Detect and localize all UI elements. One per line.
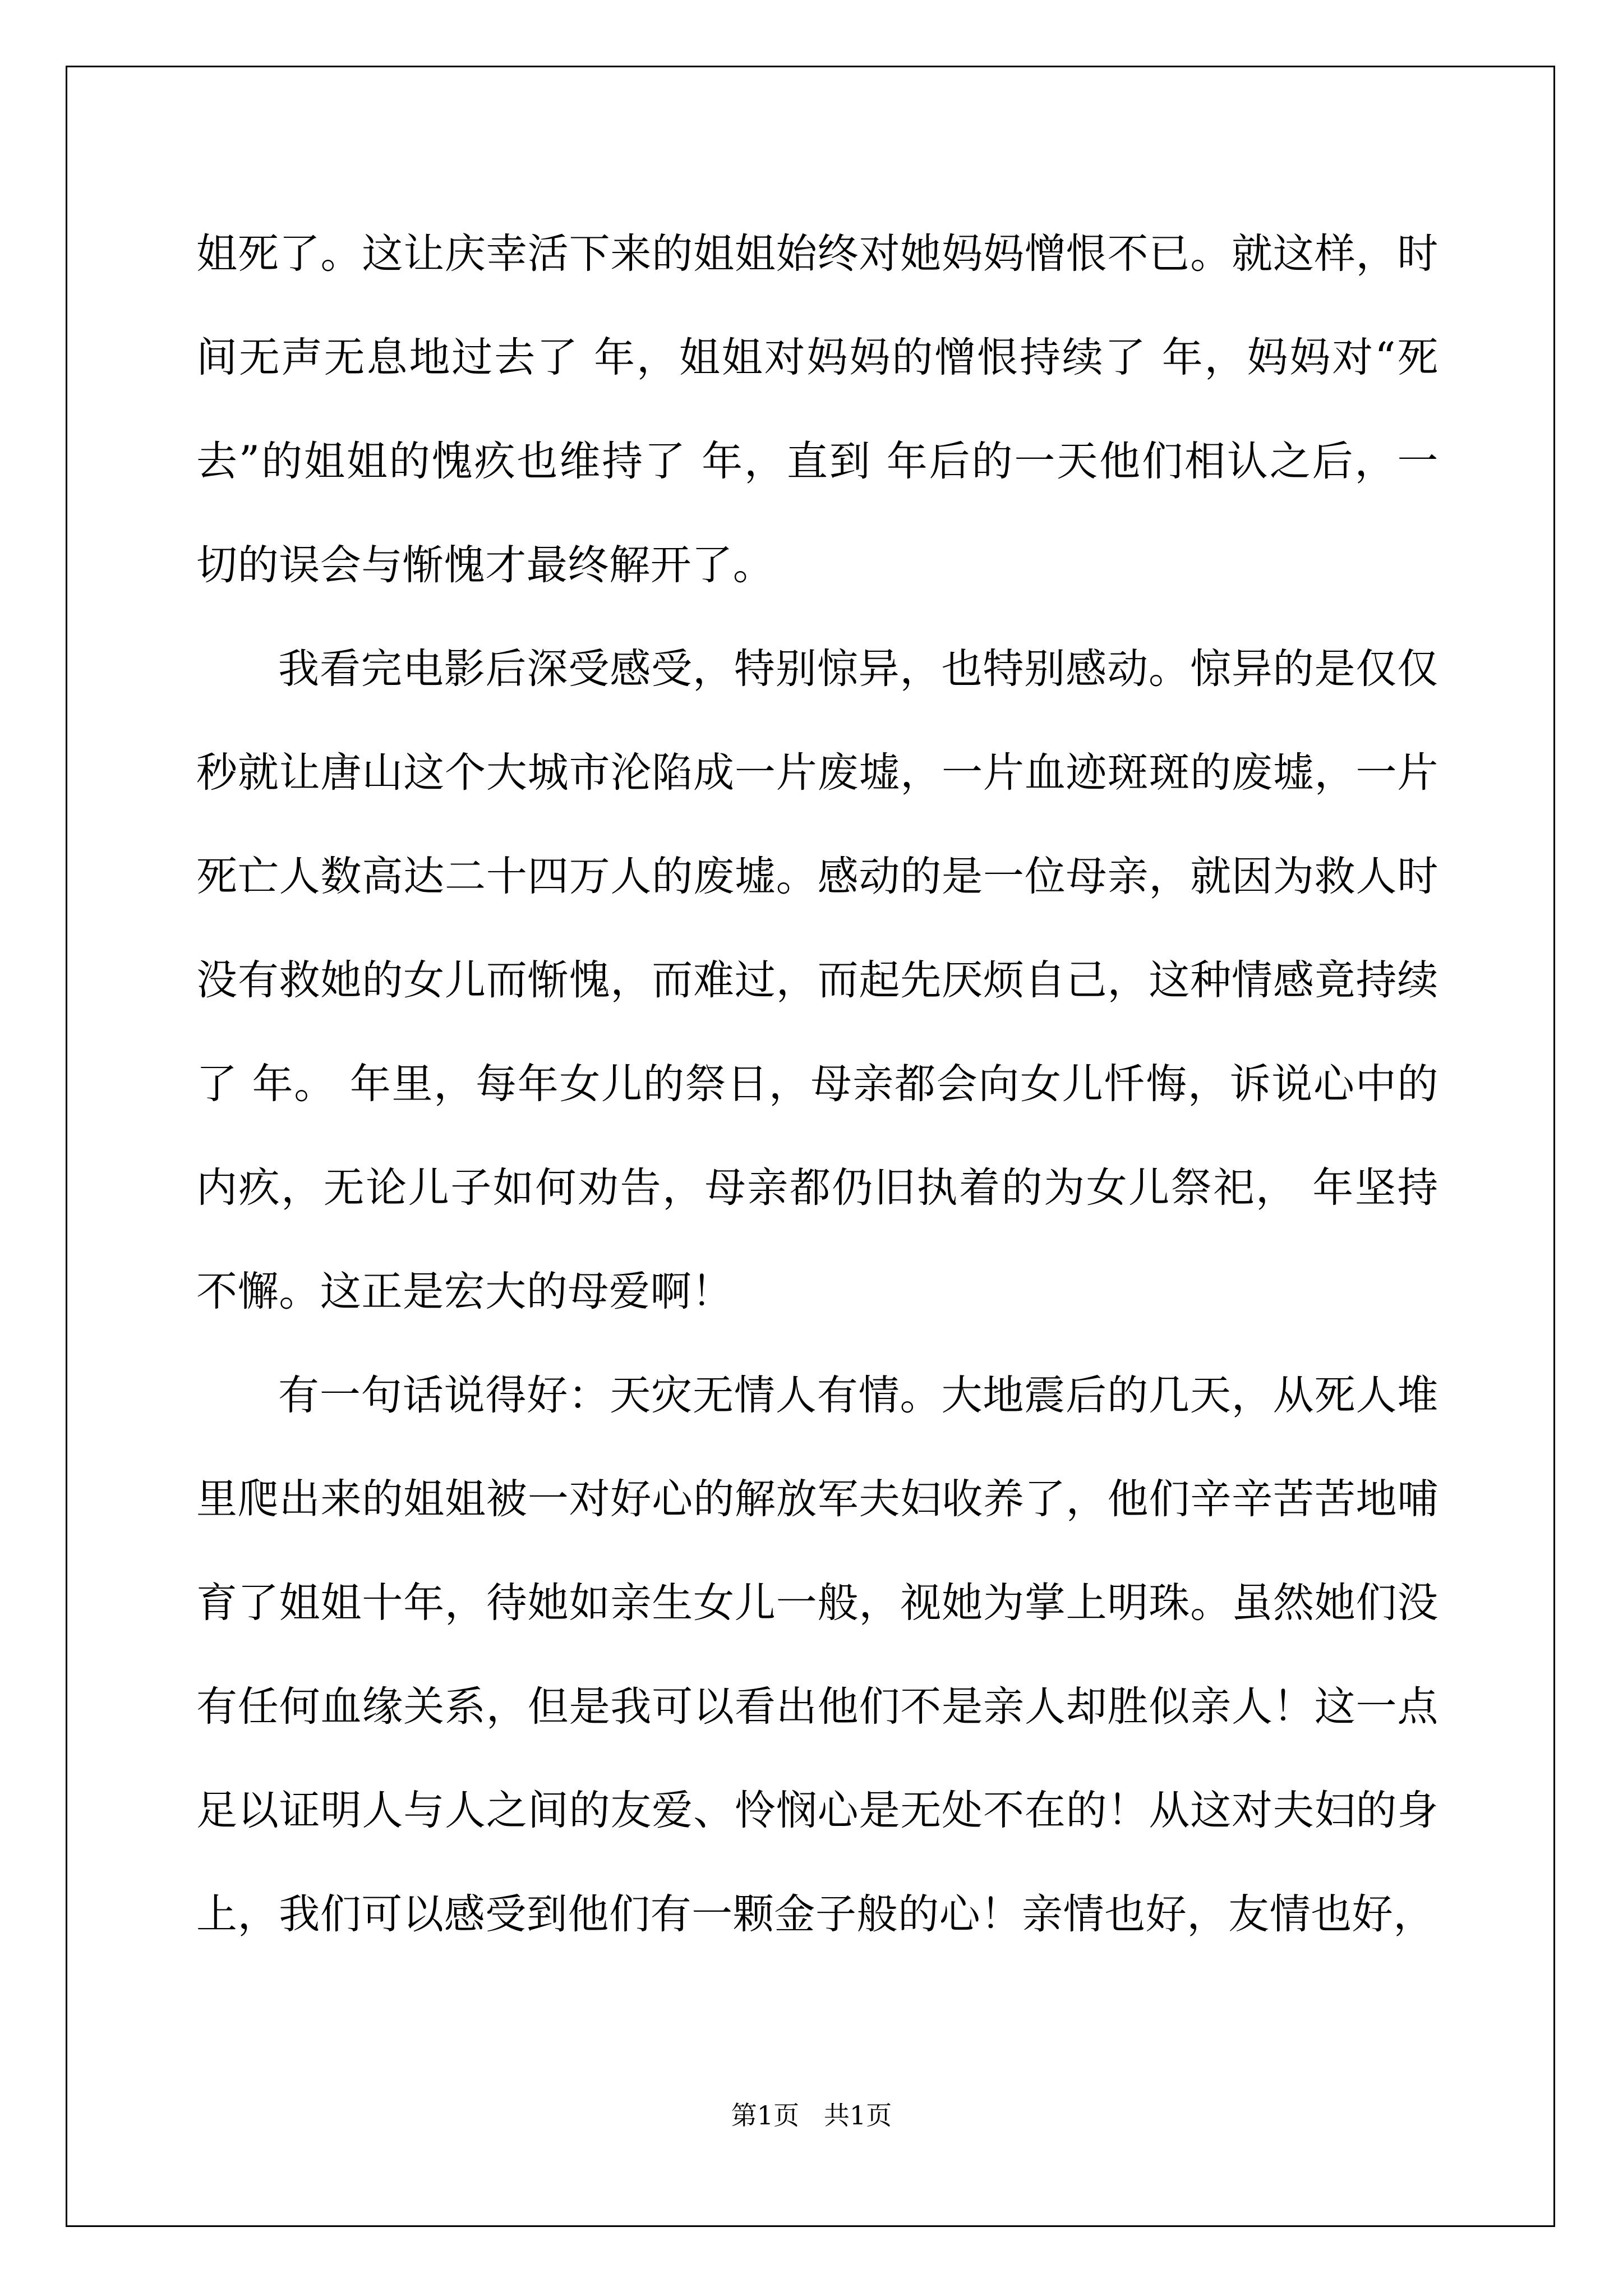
page-footer: 第1页 共1页 (731, 2100, 892, 2131)
paragraph-3: 有一句话说得好：天灾无情人有情。大地震后的几天，从死人堆里爬出来的姐姐被一对好心的解放军夫妇收养了，他们辛辛苦苦地哺育了姐姐十年，待她如亲生女儿一般，视她为掌上明珠。虽然她们没有任何血缘关系，但是我可以看出他们不是亲人却胜似亲人！这一点足以证明人与人之间的友爱、怜悯心是无处不在的！从这对夫妇的身上，我们可以感受到他们有一颗金子般的心！亲情也好，友情也好， (196, 1372, 1438, 1938)
document-body (196, 202, 1438, 1966)
paragraph-2: 我看完电影后深受感受，特别惊异，也特别感动。惊异的是仅仅秒就让唐山这个大城市沦陷成一片废墟，一片血迹斑斑的废墟，一片死亡人数高达二十四万人的废墟。感动的是一位母亲，就因为救人时没有救她的女儿而惭愧，而难过，而起先厌烦自己，这种情感竟持续了 年。 年里，每年女儿的祭日，母亲都会向女儿忏悔，诉说心中的内疚，无论儿子如何劝告，母亲都仍旧执着的为女儿祭祀， 年坚持不懈。这正是宏大的母爱啊！ (196, 645, 1438, 1315)
paragraph-1: 姐死了。这让庆幸活下来的姐姐始终对她妈妈憎恨不已。就这样，时间无声无息地过去了 年，姐姐对妈妈的憎恨持续了 年，妈妈对“死去”的姐姐的愧疚也维持了 年，直到 年后的一天他们相认之后，一切的误会与惭愧才最终解开了。 (196, 230, 1438, 589)
